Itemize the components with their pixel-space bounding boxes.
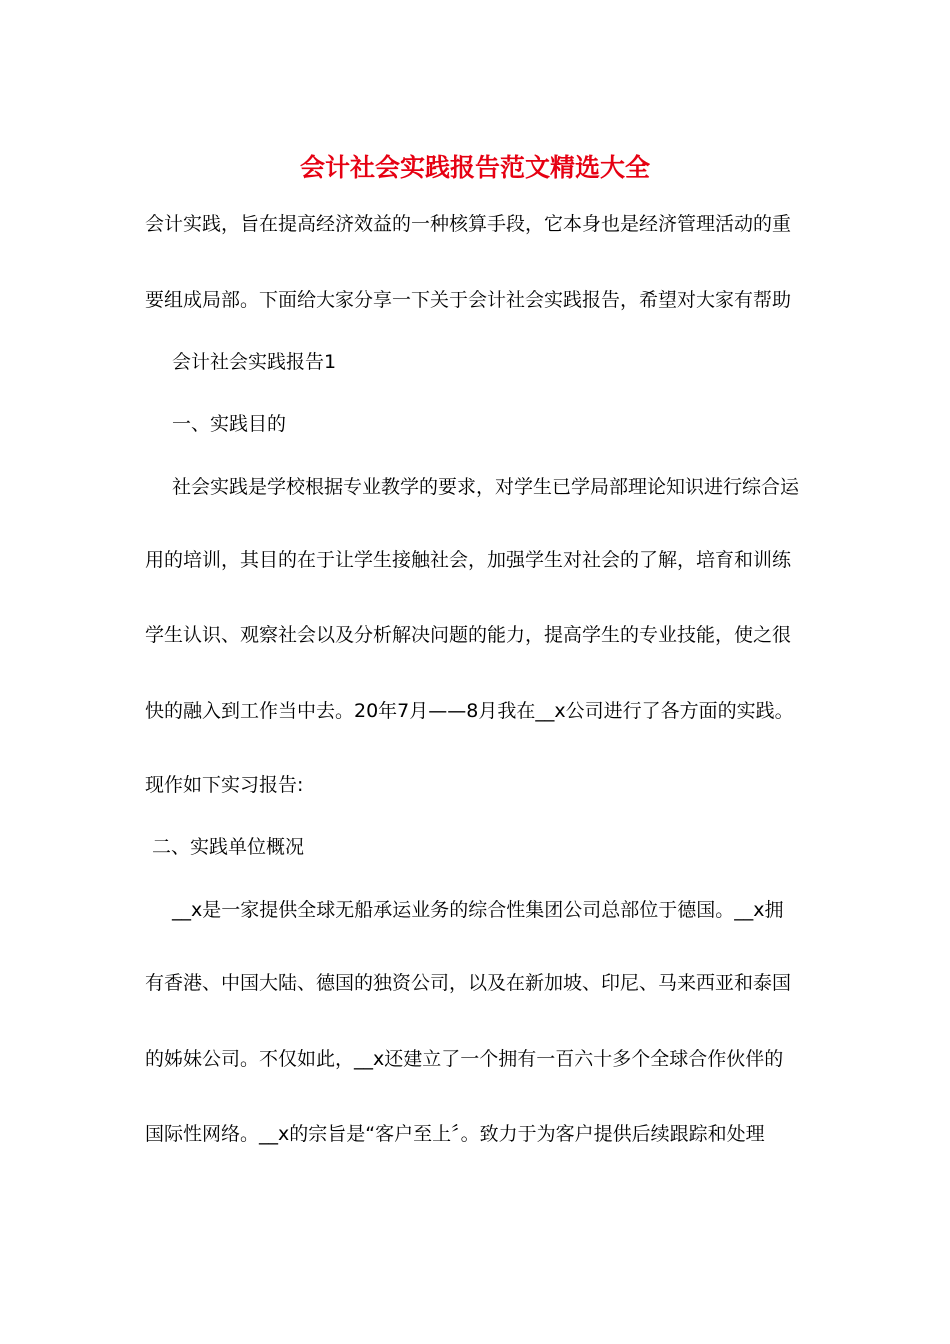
paragraph-line: 社会实践是学校根据专业教学的要求，对学生已学局部理论知识进行综合运 [172,476,800,498]
paragraph-line: 快的融入到工作当中去。20年7月——8月我在__x公司进行了各方面的实践。 [145,700,794,722]
paragraph-line: 会计实践，旨在提高经济效益的一种核算手段，它本身也是经济管理活动的重 [145,213,792,235]
paragraph-line: 现作如下实习报告: [145,774,304,796]
paragraph-line: 要组成局部。下面给大家分享一下关于会计社会实践报告，希望对大家有帮助 [145,289,792,311]
section-heading: 二、实践单位概况 [152,836,305,858]
paragraph-line: 国际性网络。__x的宗旨是“客户至上〞。致力于为客户提供后续跟踪和处理 [145,1123,765,1145]
section-heading: 会计社会实践报告1 [172,351,337,373]
paragraph-line: 用的培训，其目的在于让学生接触社会，加强学生对社会的了解，培育和训练 [145,549,792,571]
paragraph-line: 的姊妹公司。不仅如此，__x还建立了一个拥有一百六十多个全球合作伙伴的 [145,1048,784,1070]
section-heading: 一、实践目的 [172,413,287,435]
document-title: 会计社会实践报告范文精选大全 [299,153,650,182]
paragraph-line: 学生认识、观察社会以及分析解决问题的能力，提高学生的专业技能，使之很 [145,624,792,646]
paragraph-line: __x是一家提供全球无船承运业务的综合性集团公司总部位于德国。__x拥 [172,899,784,921]
paragraph-line: 有香港、中国大陆、德国的独资公司，以及在新加坡、印尼、马来西亚和泰国 [145,972,792,994]
